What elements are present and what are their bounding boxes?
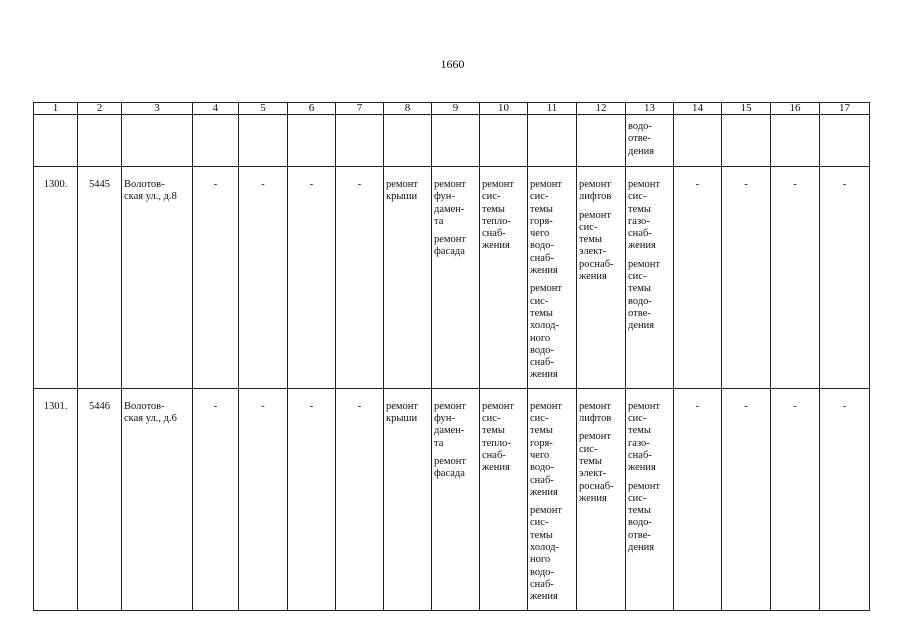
- column-number: 10: [480, 103, 528, 115]
- work-item: ремонт сис- темы водо- отве- дения: [628, 258, 661, 332]
- empty-value: -: [288, 167, 336, 389]
- work-item: ремонт крыши: [386, 179, 419, 203]
- column-number: 16: [771, 103, 820, 115]
- work-item: ремонт фасада: [434, 234, 467, 258]
- work-item: ремонт фун- дамен- та: [434, 400, 467, 449]
- column-number: 6: [288, 103, 336, 115]
- carryover-text: водо- отве- дения: [628, 121, 655, 157]
- work-item: ремонт крыши: [386, 400, 419, 425]
- page-number: 1660: [440, 57, 465, 71]
- empty-value: -: [336, 388, 384, 610]
- column-number: 5: [239, 103, 288, 115]
- work-item: ремонт сис- темы газо- снаб- жения: [628, 400, 661, 474]
- work-item: ремонт лифтов: [579, 179, 612, 203]
- work-item: ремонт сис- темы холод- ного водо- снаб- жения: [530, 283, 563, 381]
- empty-value: -: [193, 167, 239, 389]
- column-number-row: [34, 103, 870, 115]
- work-item: ремонт сис- темы газо- снаб- жения: [628, 179, 661, 252]
- empty-value: -: [674, 167, 722, 389]
- empty-value: -: [193, 388, 239, 610]
- building-address: Волотов- ская ул., д.8: [124, 179, 177, 203]
- empty-value: -: [771, 388, 820, 610]
- carryover-row: [34, 115, 870, 167]
- column-number: 12: [577, 103, 626, 115]
- empty-value: -: [288, 388, 336, 610]
- column-number: 14: [674, 103, 722, 115]
- work-item: ремонт сис- темы тепло- снаб- жения: [482, 179, 515, 252]
- work-item: ремонт сис- темы элект- роснаб- жения: [579, 431, 614, 504]
- column-number: 9: [432, 103, 480, 115]
- column-number: 3: [122, 103, 193, 115]
- column-number: 1: [34, 103, 78, 115]
- column-number: 8: [384, 103, 432, 115]
- row-number: 1300.: [34, 167, 78, 389]
- work-item: ремонт сис- темы элект- роснаб- жения: [579, 209, 614, 283]
- work-item: ремонт лифтов: [579, 400, 612, 425]
- row-number: 1301.: [34, 388, 78, 610]
- empty-value: -: [239, 388, 288, 610]
- work-item: ремонт сис- темы водо- отве- дения: [628, 480, 661, 554]
- column-number: 17: [820, 103, 870, 115]
- column-number: 11: [528, 103, 577, 115]
- work-item: ремонт сис- темы холод- ного водо- снаб- жения: [530, 505, 563, 603]
- column-number: 7: [336, 103, 384, 115]
- work-item: ремонт сис- темы горя- чего водо- снаб- жения: [530, 179, 563, 277]
- building-id: 5446: [78, 388, 122, 610]
- empty-value: -: [674, 388, 722, 610]
- empty-value: -: [771, 167, 820, 389]
- work-item: ремонт фун- дамен- та: [434, 179, 467, 227]
- column-number: 13: [626, 103, 674, 115]
- empty-value: -: [239, 167, 288, 389]
- table-row: [34, 388, 870, 610]
- building-address: Волотов- ская ул., д.6: [124, 400, 177, 425]
- repair-table: [33, 102, 870, 611]
- empty-value: -: [820, 388, 870, 610]
- empty-value: -: [336, 167, 384, 389]
- empty-value: -: [722, 388, 771, 610]
- work-item: ремонт сис- темы горя- чего водо- снаб- жения: [530, 400, 563, 498]
- building-id: 5445: [78, 167, 122, 389]
- empty-value: -: [820, 167, 870, 389]
- column-number: 2: [78, 103, 122, 115]
- empty-value: -: [722, 167, 771, 389]
- column-number: 15: [722, 103, 771, 115]
- work-item: ремонт сис- темы тепло- снаб- жения: [482, 400, 515, 474]
- column-number: 4: [193, 103, 239, 115]
- table-row: [34, 167, 870, 389]
- work-item: ремонт фасада: [434, 455, 467, 480]
